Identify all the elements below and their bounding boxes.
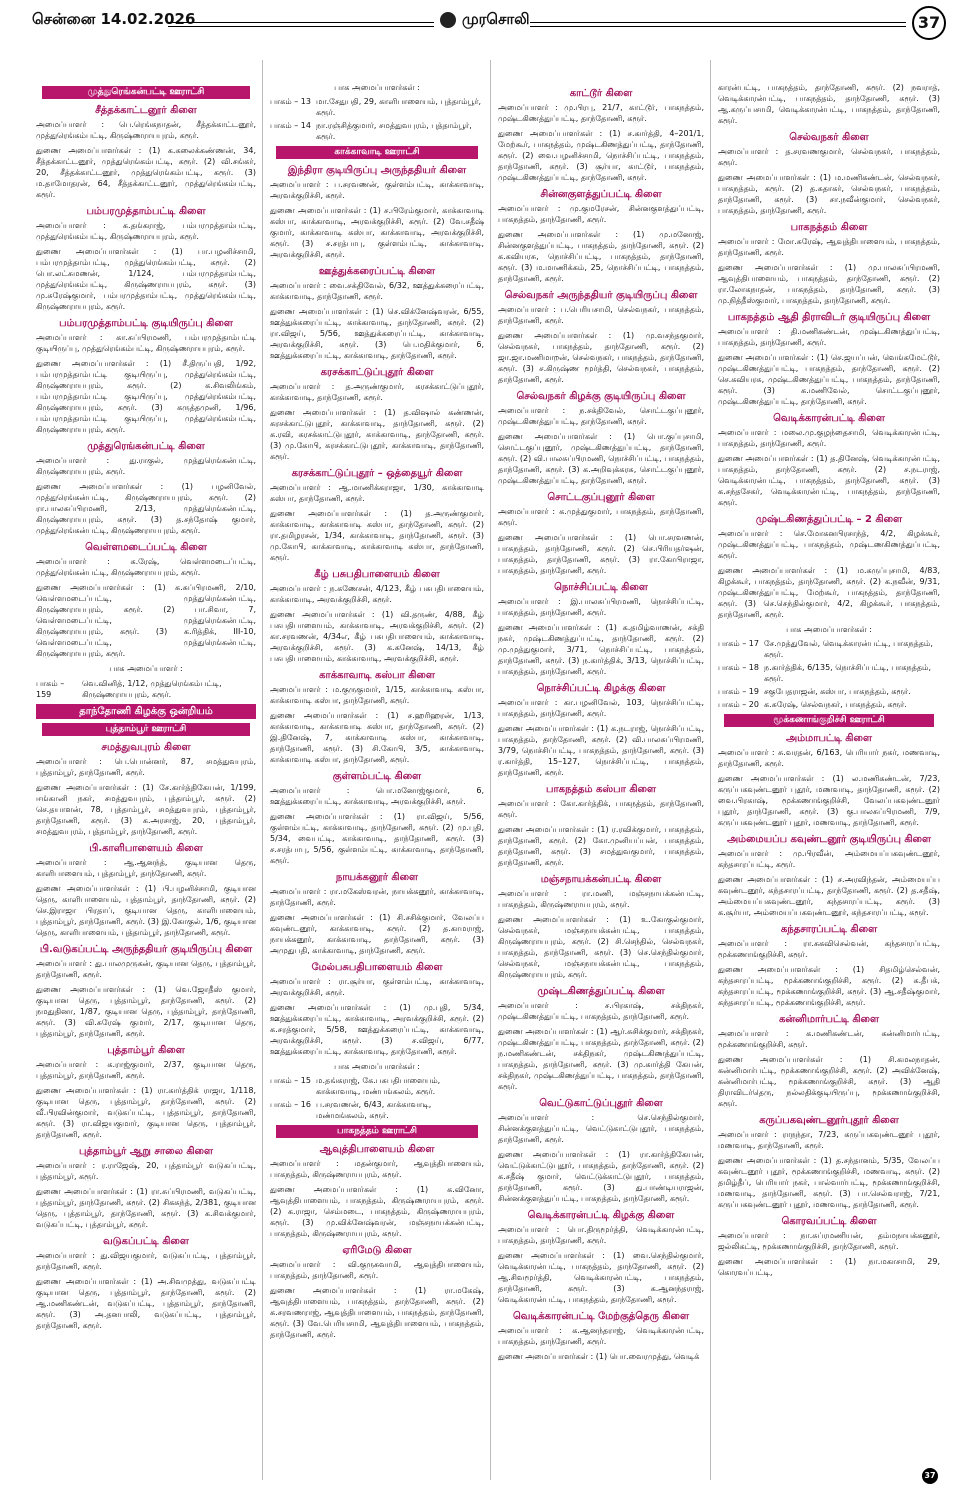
branch-title: வடுகப்பட்டி கிளை: [103, 1236, 189, 1247]
deputy-organizers-text: துணை அமைப்பாளர்கள் : (1) ச.ஹரிஹரன், 1/13, காக்காவாடி, காக்காவாடி கஸ்பா, தாந்தோணி, கரூர். (2) இ.தினேஷ், 7, காக்காவாடி கஸ்பா, காக்காவாடி, தாந்தோணி, கரூர். (3) சி.கோபி, 3/5, காக்காவாடி, காக்காவாடி கஸ்பா, தாந்தோணி, கரூர்.: [270, 711, 484, 764]
branch-title: சின்னகுளத்துப்பட்டி கிளை: [540, 189, 662, 200]
organizer-text: அமைப்பாளர் : ர.ராஜேஷ், 20, புத்தாம்பூர் வடுகப்பட்டி, புத்தாம்பூர், கரூர்.: [36, 1161, 256, 1181]
organizer-text: அமைப்பாளர் : தி.மணிகண்டன், முஷ்டகிணத்துப்பட்டி, பாகநத்தம், தாந்தோணி, கரூர்.: [718, 327, 940, 347]
organizer-text: அமைப்பாளர் : ப.சரவணன், குள்ளம்பட்டி, காக்காவாடி, அரவக்குறிச்சி, கரூர்.: [270, 180, 484, 200]
deputy-organizers-text: துணை அமைப்பாளர்கள் : (1) ரா.கார்த்திகேயன், வெட்டுக்காட்டுபுதூர், பாகநத்தம், தாந்தோணி, கரூர். (2) க.சதீஷ் குமார், வெட்டுக்காட்டுபுதூர், பாகநத்தம், தாந்தோணி, கரூர். (3) து.பாண்டியராஜன், சின்னக்குளத்துப்பட்டி, பாகநத்தம், தாந்தோணி, கரூர்.: [498, 1150, 704, 1203]
organizer-text: அமைப்பாளர் : து.பாலமுருகன், குடியான தெரு, புத்தாம்பூர், தாந்தோணி, கரூர்.: [36, 959, 256, 979]
panchayat-band: முத்துரெங்கன்பட்டி ஊராட்சி: [42, 86, 250, 99]
organizer-text: அமைப்பாளர் : சு.வரதன், 6/163, பெரியார் நகர், மணவாடி, தாந்தோணி, கரூர்.: [718, 748, 940, 768]
part-number: பாகம் – 17: [718, 639, 759, 648]
masthead-date: சென்னை 14.02.2026: [32, 10, 196, 28]
column-divider: [710, 60, 711, 1480]
organizer-text: அமைப்பாளர் : ம.குருகுமார், 1/15, காக்காவாடி கஸ்பா, காக்காவாடி கஸ்பா, தாந்தோணி, கரூர்.: [270, 685, 484, 705]
deputy-organizers-text: துணை அமைப்பாளர்கள் : (1) ம.மணிகண்டன், செல்வநகர், பாகநத்தம், கரூர். (2) த.சுதாகர், செல்வநகர், பாகநத்தம், தாந்தோணி, கரூர். (3) சா.நவீன்குமார், செல்வநகர், பாகநத்தம், தாந்தோணி, கரூர்.: [718, 173, 940, 215]
branch-title: வெட்டுகாட்டுப்புதூர் கிளை: [539, 1098, 663, 1109]
deputy-organizers-text: துணை அமைப்பாளர்கள் : (1) சி.கமலநாதன், கன்னிமார்பட்டி, மூக்கணாங்குறிச்சி, கரூர். (2) அவிக்னேஷ், கன்னிமார்பட்டி, மூக்கணாங்குறிச்சி, கரூர். (3) ஆதி திராவிடர்தெரு, நல்லதிக்குடியிருப்பு, மூக்கணாங்குறிச்சி, கரூர்.: [718, 1055, 940, 1108]
column-divider: [262, 60, 263, 1480]
branch-title: முஷ்டகிணத்துப்பட்டி கிளை: [537, 986, 665, 997]
deputy-organizers-text: துணை அமைப்பாளர்கள் : (1) த.சந்தானம், 5/35, வேலப்ப கவுண்டனூர் புதூர், மூக்கணாங்குறிச்சி, மணவாடி, கரூர். (2) தமிழ்தீப், பெரியார் நகர், பால்வார்பட்டி, மூக்கணாங்குறிச்சி, மணவாடி, தாந்தோணி, கரூர். (3) பா.செல்வராஜ், 7/21, கருப்பகவுண்டனூர் புதூர், மணவாடி, தாந்தோணி, கரூர்.: [718, 1156, 940, 1209]
organizer-text: அமைப்பாளர் : மதன்குமார், ஆவுத்திபாளையம், பாகநத்தம், கிருஷ்ணராயபுரம், கரூர்.: [270, 1159, 484, 1179]
deputy-organizers-text: துணை அமைப்பாளர்கள் : (1) த.விஷால் கண்ணன், கரசக்காட்டுபுதூர், காக்காவாடி, தாந்தோணி, கரூர். (2) க.ரவி, கரசக்காட்டுபுதூர், காக்காவாடி, தாந்தோணி, கரூர். (3) மு.கோபி, கரசக்காட்டுபுதூர், காக்காவாடி, தாந்தோணி, கரூர்.: [270, 408, 484, 461]
header-rule-left: [168, 22, 434, 27]
branch-title: பம்பரமுத்தாம்பட்டி குடியிருப்பு கிளை: [59, 318, 233, 329]
deputy-organizers-text: துணை அமைப்பாளர்கள் : (1) வெ.ஜோதீஸ் குமார், குடியான தெரு, புத்தாம்பூர், தாந்தோணி, கரூர். (2) நமதுதினா, 1/87, குடியான தெரு, புத்தாம்பூர், தாந்தோணி, கரூர். (3) வி.சுரேஷ் குமார், 2/17, குடியான தெரு, புத்தாம்பூர், தாந்தோணி, கரூர்.: [36, 985, 256, 1038]
part-row: [270, 96, 484, 118]
part-row: [718, 662, 940, 684]
panchayat-band: புத்தாம்பூர் ஊராட்சி: [42, 723, 250, 736]
part-row: [718, 699, 940, 710]
branch-title: காட்டூர் கிளை: [569, 88, 633, 99]
column-4: [718, 82, 940, 1482]
panchayat-band: பாகநத்தம் ஊராட்சி: [276, 1125, 478, 1138]
organizer-text: அமைப்பாளர் : பொ.மனோஜ்குமார், 6, ஊத்துக்கரைப்பட்டி, காக்காவாடி, அரவக்குறிச்சி, கரூர்.: [270, 786, 484, 806]
deputy-organizers-text: துணை அமைப்பாளர்கள் : (1) உ.கோகுல்குமார், செல்வநகர், மஞ்சநாயக்கன்பட்டி, பாகநத்தம், கிருஷ்ணராயபுரம், கரூர். (2) சி.செந்தில், செல்வநகர், பாகநத்தம், தாந்தோணி, கரூர். (3) செ.செந்தில்குமார், செல்வநகர், மஞ்சநாயக்கன்பட்டி, பாகநத்தம், கிருஷ்ணராயபுரம், கரூர்.: [498, 915, 704, 979]
deputy-organizers-text: துணை அமைப்பாளர்கள் : (1) சி.சசிக்குமார், வேலப்ப கவுண்டனூர், காக்காவாடி, கரூர். (2) த.காமராஜ், நாயக்கனூர், காக்காவாடி, தாந்தோணி, கரூர். (3) அமுதுபதி, காக்காவாடி, தாந்தோணி, கரூர்.: [270, 913, 484, 955]
column-2: [270, 82, 484, 1482]
organizer-text: அமைப்பாளர் : கா.சுப்பிரமணி, பம்பரமுத்தாம்பட்டி குடியிருப்பு, முத்துரெங்கம்பட்டி, கிருஷ்ணராயபுரம், கரூர்.: [36, 333, 256, 353]
organizer-text: அமைப்பாளர் : க.ரேஷ், வெள்ளமடைப்பட்டி, முத்துரெங்கன்பட்டி, கிருஷ்ணராயபுரம், கரூர்.: [36, 557, 256, 577]
organizer-text: அமைப்பாளர் : ந.சக்திவேல், சொட்டகுப்புனூர், முஷ்டகிணத்துப்பட்டி, தாந்தோணி, கரூர்.: [498, 406, 704, 426]
organizer-text: அமைப்பாளர் : செ.செந்தில்குமார், சின்னக்குளத்துப்பட்டி, வெட்டுகாட்டுபுதூர், பாகநத்தம், தாந்தோணி, கரூர்.: [498, 1113, 704, 1144]
organizer-text: அமைப்பாளர் : பெ.பொன்னர், 87, சமத்துவபுரம், புத்தாம்பூர், தாந்தோணி, கரூர்.: [36, 757, 256, 777]
footer-page-number: 37: [922, 1468, 938, 1484]
organizer-text: அமைப்பாளர் : து.ராகுல், முத்துரெங்கன்பட்டி, கிருஷ்ணராயபுரம், கரூர்.: [36, 456, 256, 476]
branch-title: ஊத்துக்கரைப்பட்டி கிளை: [318, 266, 436, 277]
deputy-organizers-text: துணை அமைப்பாளர்கள் : (1) பழனிவேல், முத்துரெங்கன்பட்டி, கிருஷ்ணராயபுரம், கரூர். (2) ரா.பாலசுப்பிரமணி, 2/13, முத்துரெங்கன்பட்டி, கிருஷ்ணராயபுரம், கரூர். (3) த.சந்தோஷ் குமார், முத்துரெங்கன்பட்டி, கிருஷ்ணராயபுரம், கரூர்.: [36, 482, 256, 535]
organizer-text: அமைப்பாளர் : ராநந்தா, 7/23, கருப்பகவுண்டனூர் புதூர், மணவாடி, தாந்தோணி, கரூர்.: [718, 1130, 940, 1150]
deputy-organizers-text: துணை அமைப்பாளர்கள் : (1) அ.சிவமுத்து, வடுகப்பட்டி குடியான தெரு, புத்தாம்பூர், தாந்தோணி, கரூர். (2) ஆ.மணிகண்டன், வடுகப்பட்டி, புத்தாம்பூர், தாந்தோணி, கரூர். (3) அ.தனபாலி, வடுகப்பட்டி, புத்தாம்பூர், தாந்தோணி, கரூர்.: [36, 1277, 256, 1330]
organizer-text: அமைப்பாளர் : க.மணிகண்டன், கன்னிமார்பட்டி, மூக்கணாங்குறிச்சி, கரூர்.: [718, 1029, 940, 1049]
part-organizer: வெ.வினித், 1/12, முத்துரெங்கம்பட்டி, கிருஷ்ணராயபுரம், கரூர்.: [82, 679, 222, 699]
branch-title: செல்வநகர் கிளை: [789, 132, 869, 143]
part-organizer: மா.சேதுபதி, 29, காளிபாளையம், புத்தாம்பூர், கரூர்.: [316, 97, 481, 117]
branch-title: அம்மையப்ப கவுண்டனூர் குடியிருப்பு கிளை: [726, 834, 932, 845]
organizer-text: அமைப்பாளர் : இ.பாலசுப்பிரமணி, நொச்சிப்பட்டி, பாகநத்தம், தாந்தோணி, கரூர்.: [498, 597, 704, 617]
deputy-organizers-text: துணை அமைப்பாளர்கள் : (1) ர.ரவிக்குமார், பாகநத்தம், தாந்தோணி, கரூர். (2) கோ.முனியப்பன், பாகநத்தம், தாந்தோணி, கரூர். (3) சமத்துவகுமார், பாகநத்தம், தாந்தோணி, கரூர்.: [498, 825, 704, 867]
organizer-text: அமைப்பாளர் : வை.சக்திவேல், 6/32, ஊத்துக்கரைப்பட்டி, காக்காவாடி, தாந்தோணி, கரூர்.: [270, 281, 484, 301]
continued-text: காரன்பட்டி, பாகநத்தம், தாந்தோணி, கரூர். (2) நவராத், வெடிக்காரன்பட்டி, பாகநத்தம், தாந்தோணி, கரூர். (3) ஆ.கருப்பசாமி, வெடிக்காரன்பட்டி, பாகநத்தம், தாந்தோணி, கரூர்.: [718, 83, 940, 125]
organizer-text: அமைப்பாளர் : ரா.மணி, மஞ்சநாயக்கன்பட்டி, பாகநத்தம், கிருஷ்ணராயபுரம், கரூர்.: [498, 889, 704, 909]
panchayat-band: காக்காவாடி ஊராட்சி: [276, 146, 478, 159]
deputy-organizers-text: துணை அமைப்பாளர்கள் : (1) த.அருண்குமார், காக்காவாடி, காக்காவாடி கஸ்பா, தாந்தோணி, கரூர். (2) ரா.தமிழரசன், 1/34, காக்காவாடி, தாந்தோணி, கரூர். (3) மு.கோபி, காக்காவாடி, காக்காவாடி கஸ்பா, தாந்தோணி, கரூர்.: [270, 509, 484, 562]
parts-heading: பாக அமைப்பாளர்கள் :: [334, 83, 420, 92]
branch-title: கன்னிமார்பட்டி கிளை: [778, 1014, 880, 1025]
deputy-organizers-text: துணை அமைப்பாளர்கள் : (1) ல.மணிகண்டன், 7/23, கருப்பகவுண்டனூர் புதூர், மணவாடி, தாந்தோணி, கரூர். (2) வை.பிரகாஷ், மூக்கணாங்குறிச்சி, வேலப்பகவுண்டனூர் புதூர், தாந்தோணி, கரூர். (3) கு.பாலசுப்பிரமணி, 7/9, கருப்பகவுண்டனூர் புதூர், மணவாடி, தாந்தோணி, கரூர்.: [718, 774, 940, 827]
part-row: [270, 1099, 484, 1121]
branch-title: சமத்துவபுரம் கிளை: [101, 742, 191, 753]
branch-title: மஞ்சநாயக்கன்பட்டி கிளை: [540, 874, 662, 885]
organizer-text: அமைப்பாளர் : மோ.சுரேஷ், ஆவுத்திபாளையம், பாகநத்தம், தாந்தோணி, கரூர்.: [718, 237, 940, 257]
part-row: [36, 678, 256, 700]
branch-title: பி.வடுகப்பட்டி அருந்ததியர் குடியிருப்பு கிளை: [39, 944, 253, 955]
branch-title: மேல்பசுபதிபாளையம் கிளை: [311, 962, 443, 973]
part-number: பாகம் – 13: [270, 97, 311, 106]
part-number: பாகம் – 20: [718, 700, 759, 709]
rising-sun-logo-icon: [440, 12, 456, 28]
organizer-text: அமைப்பாளர் : து.விஜயகுமார், வடுகப்பட்டி, புத்தாம்பூர், தாந்தோணி, கரூர்.: [36, 1251, 256, 1271]
organizer-text: அமைப்பாளர் : பெ.ரெங்கநாதன், சீத்தக்காட்டனூர், முத்துரெங்கம்பட்டி, கிருஷ்ணராயபுரம், கரூர்.: [36, 120, 256, 140]
branch-title: சொட்டகுப்புனூர் கிளை: [547, 492, 655, 503]
deputy-organizers-text: துணை அமைப்பாளர்கள் : (1) பி.பழனிச்சாமி, குடியான தெரு, காளிபாளையம், புத்தாம்பூர், தாந்தோணி, கரூர். (2) செ.இராஜா பிரதாப், குடியான தெரு, காளிபாளையம், புத்தாம்பூர், தாந்தோணி, கரூர். (3) இ.கோகுல், 1/6, குடியான தெரு, காளிபாளையம், புத்தாம்பூர், தாந்தோணி, கரூர்.: [36, 884, 256, 937]
branch-title: நொச்சிப்பட்டி கிழக்கு கிளை: [536, 683, 666, 694]
organizer-text: அமைப்பாளர் : த.சரவணகுமார், செல்வநகர், பாகநத்தம், கரூர்.: [718, 147, 940, 167]
branch-title: முத்துரெங்கன்பட்டி கிளை: [87, 441, 205, 452]
deputy-organizers-text: துணை அமைப்பாளர்கள் : (1) மு.பாலசுப்பிரமணி, ஆவுத்திபாளையம், பாகநத்தம், தாந்தோணி, கரூர். (2) ரா.லோகநாதன், பாகநத்தம், தாந்தோணி, கரூர். (3) மு.நித்தீஸ்குமார், பாகநத்தம், தாந்தோணி, கரூர்.: [718, 263, 940, 305]
parts-heading: பாக அமைப்பாளர்கள் :: [334, 1062, 420, 1071]
deputy-organizers-text: துணை அமைப்பாளர்கள் : (1) ச.அரவிந்தன், அம்மையப்ப கவுண்டனூர், கந்தசாரப்பட்டி, தாந்தோணி, கரூர். (2) த.சதீஷ், அம்மையப்பகவுண்டனூர், கந்தசாரப்பட்டி, கரூர். (3) க.சூர்யா, அம்மையப்பகவுண்டனூர், கந்தசாரப்பட்டி, கரூர்.: [718, 875, 940, 917]
organizer-text: அமைப்பாளர் : க.ராஜ்குமார், 2/37, குடியான தெரு, புத்தாம்பூர், தாந்தோணி, கரூர்.: [36, 1060, 256, 1080]
branch-title: கரசக்காட்டுப்புதூர் கிளை: [320, 367, 434, 378]
deputy-organizers-text: துணை அமைப்பாளர்கள் : (1) மு.வசந்தகுமார், செல்வநகர், பாகநத்தம், தாந்தோணி, கரூர். (2) ஜா.ஜா.மணிமாறன், செல்வநகர், பாகநத்தம், தாந்தோணி, கரூர். (3) ச.கிருஷ்ண மூர்த்தி, செல்வநகர், பாகநத்தம், தாந்தோணி, கரூர்.: [498, 331, 704, 384]
deputy-organizers-text: துணை அமைப்பாளர்கள் : (1) சிதமிழ்செல்வன், கந்தசாரப்பட்டி, மூக்கணாங்குறிச்சி, கரூர். (2) க.தீபக், கந்தசாரப்பட்டி, மூக்கணாங்குறிச்சி, கரூர். (3) ஆ.சதீஷ்குமார், கந்தசாரப்பட்டி, மூக்கணாங்குறிச்சி, கரூர்.: [718, 965, 940, 1007]
deputy-organizers-text: துணை அமைப்பாளர்கள் : (1) நா.மகாசாமி, 29, கொரவப்பட்டி,: [718, 1257, 940, 1277]
organizer-text: அமைப்பாளர் : வி.குருசுவாமி, ஆவுத்திபாளையம், பாகநத்தம், தாந்தோணி, கரூர்.: [270, 1260, 484, 1280]
masthead-title: முரசொலி: [462, 10, 530, 28]
deputy-organizers-text: துணை அமைப்பாளர்கள் : (1) செ.விக்னேஷ்வரன், 6/55, ஊத்துக்கரைப்பட்டி, காக்காவாடி, தாந்தோணி, கரூர். (2) ரா.விஜய், 5/56, ஊத்துக்கரைப்பட்டி, காக்காவாடி, அரவக்குறிச்சி, கரூர். (3) பெ.மதிக்குமார், 6, ஊத்துக்கரைப்பட்டி, காக்காவாடி, தாந்தோணி, கரூர்.: [270, 307, 484, 360]
part-number: பாகம் – 14: [270, 121, 311, 130]
deputy-organizers-text: துணை அமைப்பாளர்கள் : (1) ஆர்.சுசிக்குமார், சக்திநகர், முஷ்டகிணத்துப்பட்டி, பாகநத்தம், தாந்தோணி, கரூர். (2) ந.மணிகண்டன், சக்திநகர், முஷ்டகிணத்துப்பட்டி, பாகநத்தம், தாந்தோணி, கரூர். (3) மு.கார்த்தி கேயன், சக்திநகர், முஷ்டகிணத்துப்பட்டி, பாகநத்தம், தாந்தோணி, கரூர்.: [498, 1027, 704, 1091]
branch-title: பம்பரமுத்தாம்பட்டி கிளை: [86, 206, 206, 217]
organizer-text: அமைப்பாளர் : பொ.திருமூர்த்தி, வெடிக்காரன்பட்டி, பாகநத்தம், தாந்தோணி, கரூர்.: [498, 1225, 704, 1245]
deputy-organizers-text: துணை அமைப்பாளர்கள் : (1) ச.பிரேம்குமார், காக்காவாடி கஸ்பா, காக்காவாடி, அரவக்குறிச்சி, கரூர். (2) வே.சதீஷ் குமார், காக்காவாடி கஸ்பா, காக்காவாடி, அரவக்குறிச்சி, கரூர். (3) ச.சரத்பாபு, குள்ளம்பட்டி, காக்காவாடி, அரவக்குறிச்சி, கரூர்.: [270, 206, 484, 259]
branch-title: பி.காளிபாளையம் கிளை: [89, 843, 203, 854]
deputy-organizers-text: துணை அமைப்பாளர்கள் : (1) க.சுப்பிரமணி, 2/10, வெள்ளமடைப்பட்டி, முத்துரெங்கன்பட்டி, கிருஷ்ணராயபுரம், கரூர். (2) பா.சிவா, 7, வெள்ளமடைப்பட்டி, முத்துரெங்கன்பட்டி, கிருஷ்ணராயபுரம், கரூர். (3) க.ரித்திக், III-10, வெள்ளமடைப்பட்டி, முத்துரெங்கன்பட்டி, கிருஷ்ணராயபுரம், கரூர்.: [36, 583, 256, 658]
branch-title: வெடிக்காரன்பட்டி கிழக்கு கிளை: [527, 1210, 675, 1221]
deputy-organizers-text: துணை அமைப்பாளர்கள் : (1) க.கலைக்கண்ணன், 34, சீத்தக்காட்டனூர், முத்துரெங்கம்பட்டி, கரூர். (2) வி.சங்கர், 20, சீத்தக்காட்டனூர், முத்துரெங்கம்பட்டி, கரூர். (3) ம.தாமோதரன், 64, சீத்தக்காட்டனூர், முத்துரெங்கம்பட்டி, கரூர்.: [36, 146, 256, 199]
branch-title: கருப்பகவுண்டனூர்புதூர் கிளை: [759, 1115, 899, 1126]
organizer-text: அமைப்பாளர் : த.அருண்குமார், கரசக்காட்டுப்புதூர், காக்காவாடி, தாந்தோணி, கரூர்.: [270, 382, 484, 402]
union-band: தாந்தோணி கிழக்கு ஒன்றியம்: [36, 704, 256, 719]
deputy-organizers-text: துணை அமைப்பாளர்கள் : (1) த.தினேஷ், வெடிக்காரன்பட்டி, பாகநத்தம், தாந்தோணி, கரூர். (2) ச.நடராஜ், வெடிக்காரன்பட்டி, பாகநத்தம், தாந்தோணி, கரூர். (3) க.சந்தசேகர், வெடிக்காரன்பட்டி, பாகநத்தம், தாந்தோணி, கரூர்.: [718, 454, 940, 507]
column-3: [498, 82, 704, 1482]
branch-title: இந்திரா குடியிருப்பு அருந்ததியர் கிளை: [287, 165, 467, 176]
branch-title: காக்காவாடி கஸ்பா கிளை: [319, 670, 435, 681]
parts-heading: பாக அமைப்பாளர் :: [109, 664, 183, 673]
organizer-text: அமைப்பாளர் : மு.பிரபு, 21/7, காட்டூர், பாகநத்தம், முஷ்டகிணத்துப்பட்டி, தாந்தோணி, கரூர்.: [498, 103, 704, 123]
branch-title: செல்வநகர் அருந்ததியர் குடியிருப்பு கிளை: [504, 290, 698, 301]
deputy-organizers-text: துணை அமைப்பாளர்கள் : (1) சே.கார்த்திகேயன், 1/199, ஈங்கானி நகர், சமத்துவபுரம், புத்தாம்பூர், கரூர். (2) செ.தயாளன், 78, புத்தாம்பூர், சமத்துவபுரம், புத்தாம்பூர், தாந்தோணி, கரூர். (3) க.அரசாஜ், 20, புத்தாம்பூர், சமத்துவபுரம், புத்தாம்பூர், தாந்தோணி, கரூர்.: [36, 783, 256, 836]
deputy-organizers-text: துணை அமைப்பாளர்கள் : (1) பா.பழனிச்சாமி, பம்பரமுத்தாம்பட்டி, முத்துரெங்கம்பட்டி, கரூர். (2) பொ.லட்சுமணன், 1/124, பம்பரமுத்தாம்பட்டி, முத்துரெங்கம்பட்டி, கிருஷ்ணராயபுரம், கரூர். (3) மு.சுரேஷ்குமார், பம்பரமுத்தாம்பட்டி, முத்துரெங்கம்பட்டி, கிருஷ்ணராயபுரம், கரூர்.: [36, 247, 256, 311]
organizer-text: அமைப்பாளர் : ந.கணேசன், 4/123, கீழ் பசுபதிபாளையம், காக்காவாடி, அரவக்குறிச்சி, கரூர்.: [270, 584, 484, 604]
branch-title: கொரவப்பட்டி கிளை: [781, 1216, 877, 1227]
branch-title: அம்மாபட்டி கிளை: [786, 733, 872, 744]
branch-title: கரசக்காட்டுப்புதூர் – ஒத்தையூர் கிளை: [291, 468, 463, 479]
page-header: [0, 0, 972, 44]
part-row: [270, 120, 484, 142]
branch-title: ஏரிமேடு கிளை: [342, 1245, 412, 1256]
organizer-text: அமைப்பாளர் : க.தங்கராஜ், பம்பரமுத்தாம்பட்டி, முத்துரெங்கம்பட்டி, கிருஷ்ணராயபுரம், கரூர்.: [36, 221, 256, 241]
part-number: பாகம் – 19: [718, 687, 759, 696]
organizer-text: அமைப்பாளர் : க.ஆனந்தராஜ், வெடிக்காரன்பட்டி, பாகநத்தம், தாந்தோணி, கரூர்.: [498, 1326, 704, 1346]
organizer-text: அமைப்பாளர் : ஆ.மாணிக்கராஜா, 1/30, காக்காவாடி கஸ்பா, தாந்தோணி, கரூர்.: [270, 483, 484, 503]
part-number: பாகம் – 16: [270, 1100, 311, 1109]
deputy-organizers-text: துணை அமைப்பாளர்கள் : (1) க.தமிழ்வாணன், சக்தி நகர், முஷ்டகிணத்துப்பட்டி, தாந்தோணி, கரூர். (2) மு.முத்துகுமார், 3/71, நொச்சிப்பட்டி, பாகநத்தம், தாந்தோணி, கரூர். (3) ந.கார்த்திக், 3/13, நொச்சிப்பட்டி, பாகநத்தம், தாந்தோணி, கரூர்.: [498, 623, 704, 676]
part-organizer: சகுபேதராஜன், கஸ்பா, பாகநத்தம், கரூர்.: [764, 687, 911, 696]
organizer-text: அமைப்பாளர் : மு.பிரவீன், அம்மையப்பகவுண்டனூர், கந்தசாரப்பட்டி, கரூர்.: [718, 849, 940, 869]
deputy-organizers-text: துணை அமைப்பாளர்கள் : (1) க.நடராஜ், நொச்சிப்பட்டி, பாகநத்தம், தாந்தோணி, கரூர். (2) வி.பாலசுப்பிரமணி, 3/79, நொச்சிப்பட்டி, பாகநத்தம், தாந்தோணி, கரூர். (3) ர.கார்த்தி, 15–127, நொச்சிப்பட்டி, பாகநத்தம், தாந்தோணி, கரூர்.: [498, 724, 704, 777]
branch-title: பாகநத்தம் கிளை: [790, 222, 868, 233]
organizer-text: அமைப்பாளர் : ப.பெரியசாமி, செல்வநகர், பாகநத்தம், தாந்தோணி, கரூர்.: [498, 305, 704, 325]
deputy-organizers-text: துணை அமைப்பாளர்கள் : (1) ரா.சுப்பிரமணி, வடுகப்பட்டி, புத்தாம்பூர், தாந்தோணி, கரூர். (2) சிகசுந்த், 2/381, குடியான தெரு, புத்தாம்பூர், தாந்தோணி, கரூர். (3) க.சிவக்குமார், வடுகப்பட்டி, புத்தாம்பூர், கரூர்.: [36, 1187, 256, 1229]
branch-title: புத்தாம்பூர் ஆறு சாலை கிளை: [78, 1146, 214, 1157]
header-rule-right: [530, 22, 906, 27]
deputy-organizers-text: துணை அமைப்பாளர்கள் : (1) மு.புதி, 5/34, ஊத்துக்கரைப்பட்டி, காக்காவாடி, அரவக்குறிச்சி, கரூர். (2) க.சரத்குமார், 5/58, ஊத்துக்கரைப்பட்டி, காக்காவாடி, அரவக்குறிச்சி, கரூர். (3) ச.விஜய், 6/77, ஊத்துக்கரைப்பட்டி, காக்காவாடி, தாந்தோணி, கரூர்.: [270, 1003, 484, 1056]
deputy-organizers-text: துணை அமைப்பாளர்கள் : (1) பொ.வைரமுத்து, வெடிக்: [498, 1352, 700, 1361]
branch-title: நொச்சிப்பட்டி கிளை: [554, 582, 648, 593]
deputy-organizers-text: துணை அமைப்பாளர்கள் : (1) சீ.திருப்பதி, 1/92, பம்பரமுத்தாம்பட்டி குடியிருப்பு, முத்துரெங்கம்பட்டி, கிருஷ்ணராயபுரம், கரூர். (2) க.சிவலிங்கம், பம்பரமுத்தாம்பட்டி குடியிருப்பு, முத்துரெங்கம்பட்டி, கிருஷ்ணராயபுரம், கரூர். (3) கருத்தமுனி, 1/96, பம்பரமுத்தாம்பட்டி குடியிருப்பு, முத்துரெங்கம்பட்டி, கிருஷ்ணராயபுரம், கரூர்.: [36, 359, 256, 434]
column-1: [36, 82, 256, 1482]
part-organizer: சே.முத்துவேல், வெடிக்காரன்பட்டி, பாகநத்தம், கரூர்.: [764, 639, 933, 659]
deputy-organizers-text: துணை அமைப்பாளர்கள் : (1) ரா.கார்த்திக் ராஜா, 1/118, குடியான தெரு, புத்தாம்பூர், தாந்தோணி, கரூர். (2) வீ.பிரவின்குமார், வடுகப்பட்டி, புத்தாம்பூர், தாந்தோணி, கரூர். (3) ரா.விஜயகுமார், குடியான தெரு, புத்தாம்பூர், தாந்தோணி, கரூர்.: [36, 1086, 256, 1139]
deputy-organizers-text: துணை அமைப்பாளர்கள் : (1) க.வினோ, ஆவுத்திபாளையம், பாகநத்தம், கிருஷ்ணராயபுரம், கரூர். (2) க.ராஜா, செம்மடை, பாகநத்தம், கிருஷ்ணராயபுரம், கரூர். (3) மு.விக்னேஷ்வரன், மஞ்சநாயக்கன்பட்டி, பாகநத்தம், கிருஷ்ணராயபுரம், கரூர்.: [270, 1185, 484, 1238]
part-row: [270, 1075, 484, 1097]
organizer-text: அமைப்பாளர் : ரா.சூர்யா, குள்ளம்பட்டி, காக்காவாடி, அரவக்குறிச்சி, கரூர்.: [270, 977, 484, 997]
deputy-organizers-text: துணை அமைப்பாளர்கள் : (1) ம.கருப்புசாமி, 4/83, கிழக்கூர், பாகநத்தம், தாந்தோணி, கரூர். (2) க.நவீன், 9/31, முஷ்டகிணத்துப்பட்டி, மேற்கூர், பாகநத்தம், தாந்தோணி, கரூர். (3) செ.செந்தில்குமார், 4/2, கிழக்கூர், பாகநத்தம், தாந்தோணி, கரூர்.: [718, 566, 940, 619]
branch-title: பாகநத்தம் கஸ்பா கிளை: [546, 784, 656, 795]
part-number: பாகம் – 15: [270, 1076, 311, 1085]
organizer-text: அமைப்பாளர் : செ.மோகனபிரசாந்த், 4/2, கிழக்கூர், முஷ்டகிணத்துப்பட்டி, பாகநத்தம், முஷ்டணகிணத்துப்பட்டி, கரூர்.: [718, 529, 940, 560]
deputy-organizers-text: துணை அமைப்பாளர்கள் : (1) செ.ஜயப்பன், வெங்கமேட்டூர், முஷ்டகிணத்துப்பட்டி, பாகநத்தம், தாந்தோணி, கரூர். (2) செ.கவியரசு, முஷ்டகிணத்துப்பட்டி, பாகநத்தம், தாந்தோணி, கரூர். (3) க.மணிவேல், சொட்டகுப்புனூர், முஷ்டகிணத்துப்பட்டி, தாந்தோணி, கரூர்.: [718, 353, 940, 406]
deputy-organizers-text: துணை அமைப்பாளர்கள் : (1) வை.செந்தில்குமார், வெடிக்காரன்பட்டி, பாகநத்தம், தாந்தோணி, கரூர். (2) ஆ.சிவமூர்த்தி, வெடிக்காரன்பட்டி, பாகநத்தம், தாந்தோணி, கரூர். (3) க.ஆனந்தராஜ், வெடிக்காரன்பட்டி, பாகநத்தம், தாந்தோணி, கரூர்.: [498, 1251, 704, 1304]
branch-title: புத்தாம்பூர் கிளை: [107, 1045, 185, 1056]
part-organizer: ப.சரவணன், 6/43, காக்காவாடி, மண்மங்கலம், கரூர்.: [316, 1100, 432, 1120]
part-number: பாகம் – 159: [36, 679, 65, 699]
branch-title: வெள்ளமடைப்பட்டி கிளை: [85, 542, 207, 553]
branch-title: பாகநத்தம் ஆதி திராவிடர் குடியிருப்பு கிளை: [727, 312, 931, 323]
deputy-organizers-text: துணை அமைப்பாளர்கள் : (1) மு.மனோஜ், சின்னகுளத்துப்பட்டி, பாகநத்தம், தாந்தோணி, கரூர். (2) க.கவியரசு, நொச்சிப்பட்டி, பாகநத்தம், தாந்தோணி, கரூர். (3) ம.மாணிக்கம், 25, நொச்சிப்பட்டி, பாகநத்தம், தாந்தோணி, கரூர்.: [498, 230, 704, 283]
organizer-text: அமைப்பாளர் : மலை.மு.குழந்தைசாமி, வெடிக்காரன்பட்டி, பாகநத்தம், தாந்தோணி, கரூர்.: [718, 428, 940, 448]
branch-title: கீழ் பசுபதிபாளையம் கிளை: [314, 569, 440, 580]
deputy-organizers-text: துணை அமைப்பாளர்கள் : (1) ரா.விஜய், 5/56, குள்ளம்பட்டி, காக்காவாடி, தாந்தோணி, கரூர். (2) மு.புதி, 5/34, வைபட்டி, காக்காவாடி, தாந்தோணி, கரூர். (3) ச.சரத்பாபு, 5/56, குள்ளம்பட்டி, காக்காவாடி, தாந்தோணி, கரூர்.: [270, 812, 484, 865]
deputy-organizers-text: துணை அமைப்பாளர்கள் : (1) பொ.சரவணன், பாகநத்தம், தாந்தோணி, கரூர். (2) செ.பிரியதர்ஷன், பாகநத்தம், தாந்தோணி, கரூர். (3) ரா.கோபிராஜா, பாகநத்தம், தாந்தோணி, கரூர்.: [498, 533, 704, 575]
branch-title: வெடிக்காரன்பட்டி கிளை: [773, 413, 885, 424]
column-divider: [490, 60, 491, 1480]
part-organizer: ம.தங்கராஜ், கே.பசுபதிபாளையம், காக்காவாடி, மண்பங்கலம், கரூர்.: [316, 1076, 441, 1096]
part-organizer: க.சுரேஷ், செல்வநகர், பாகநத்தம், கரூர்.: [764, 700, 907, 709]
deputy-organizers-text: துணை அமைப்பாளர்கள் : (1) பொ.குப்புசாமி, சொட்டகுப்புனூர், முஷ்டகிணத்துப்பட்டி, தாந்தோணி, கரூர். (2) வி.பாலசுப்பிரமணி, நொச்சிப்பட்டி, பாகநத்தம், தாந்தோணி, கரூர். (3) க.அறிவுக்கரசு, சொட்டகுப்புனூர், முஷ்டகிணத்துப்பட்டி, தாந்தோணி, கரூர்.: [498, 432, 704, 485]
organizer-text: அமைப்பாளர் : கோ.கார்த்திக், பாகநத்தம், தாந்தோணி, கரூர்.: [498, 799, 704, 819]
branch-title: குள்ளம்பட்டி கிளை: [332, 771, 422, 782]
organizer-text: அமைப்பாளர் : ரா.சுகவிசெல்வன், கந்தசாரப்பட்டி, மூக்கணாங்குறிச்சி, கரூர்.: [718, 939, 940, 959]
parts-heading: பாக அமைப்பாளர்கள் :: [786, 625, 872, 634]
deputy-organizers-text: துணை அமைப்பாளர்கள் : (1) ச.கார்த்தி, 4–201/1, மேற்கூர், பாகநத்தம், முஷ்டகிணத்துப்பட்டி, தாந்தோணி, கரூர். (2) வை.பழனிச்சாமி, நொச்சிப்பட்டி, பாகநத்தம், தாந்தோணி, கரூர். (3) சூர்யா, காட்டூர், பாகநத்தம், முஷ்டகிணத்துப்பட்டி, தாந்தோணி, கரூர்.: [498, 129, 704, 182]
organizer-text: அமைப்பாளர் : ரா.மகேஸ்வரன், நாயக்கனூர், காக்காவாடி, தாந்தோணி, கரூர்.: [270, 887, 484, 907]
organizer-text: அமைப்பாளர் : ச.பிரகாஷ், சக்திநகர், முஷ்டகிணத்துப்பட்டி, பாகநத்தம், தாந்தோணி, கரூர்.: [498, 1001, 704, 1021]
page-number-badge: 37: [912, 6, 946, 40]
panchayat-band: மூக்கணாங்குறிச்சி ஊராட்சி: [724, 714, 934, 727]
branch-title: முஷ்டகிணத்துப்பட்டி – 2 கிளை: [755, 514, 903, 525]
deputy-organizers-text: துணை அமைப்பாளர்கள் : (1) ரா.மகேஷ், ஆவுத்திபாளையம், பாகநத்தம், தாந்தோணி, கரூர். (2) க.சரவணராஜ், ஆவுத்திபாளையம், பாகநத்தம், தாந்தோணி, கரூர். (3) வே.பெரியசாமி, ஆவுத்திபாளையம், பாகநத்தம், தாந்தோணி, கரூர்.: [270, 1286, 484, 1339]
organizer-text: அமைப்பாளர் : நா.சுப்ரமணியன், தம்மநாயக்கனூர், ஜல்லிகட்டி, மூக்கணாங்குறிச்சி, தாந்தோணி, கரூர்.: [718, 1231, 940, 1251]
branch-title: கந்தசாரப்பட்டி கிளை: [780, 924, 878, 935]
organizer-text: அமைப்பாளர் : க.முத்துகுமார், பாகநத்தம், தாந்தோணி, கரூர்.: [498, 507, 704, 527]
deputy-organizers-text: துணை அமைப்பாளர்கள் : (1) வி.தருண், 4/88, கீழ் பசுபதிபாளையம், காக்காவாடி, அரவக்குறிச்சி, கரூர். (2) கா.சரவணன், 4/34எ, கீழ் பசுபதிபாளையம், காக்காவாடி, அரவக்குறிச்சி, கரூர். (3) க.கனேஷ், 14/13, கீழ் பசுபதிபாளையம், காக்காவாடி, அரவக்குறிச்சி, கரூர்.: [270, 610, 484, 663]
branch-title: சீத்தக்காட்டனூர் கிளை: [95, 105, 197, 116]
branch-title: வெடிக்காரன்பட்டி மேற்குத்தெரு கிளை: [512, 1311, 690, 1322]
branch-title: ஆவுத்திபாளையம் கிளை: [319, 1144, 435, 1155]
branch-title: செல்வநகர் கிழக்கு குடியிருப்பு கிளை: [516, 391, 686, 402]
part-organizer: நா.ரஞ்சித்குமார், சமத்துவபுரம், புத்தாம்பூர், கரூர்.: [316, 121, 472, 141]
part-row: [718, 638, 940, 660]
part-row: [718, 686, 940, 697]
organizer-text: அமைப்பாளர் : ஆ.ஆனந்த், குடியான தெரு, காளிபாளையம், புத்தாம்பூர், தாந்தோணி, கரூர்.: [36, 858, 256, 878]
branch-title: நாயக்கனூர் கிளை: [335, 872, 419, 883]
part-organizer: ந.கார்த்திக், 6/135, நொச்சிப்பட்டி, பாகநத்தம், கரூர்.: [764, 663, 932, 683]
part-number: பாகம் – 18: [718, 663, 759, 672]
organizer-text: அமைப்பாளர் : கா.பழனிவேல், 103, நொச்சிப்பட்டி, பாகநத்தம், தாந்தோணி, கரூர்.: [498, 698, 704, 718]
organizer-text: அமைப்பாளர் : மு.குமரேசன், சின்னகுளத்துப்பட்டி, பாகநத்தம், தாந்தோணி, கரூர்.: [498, 204, 704, 224]
